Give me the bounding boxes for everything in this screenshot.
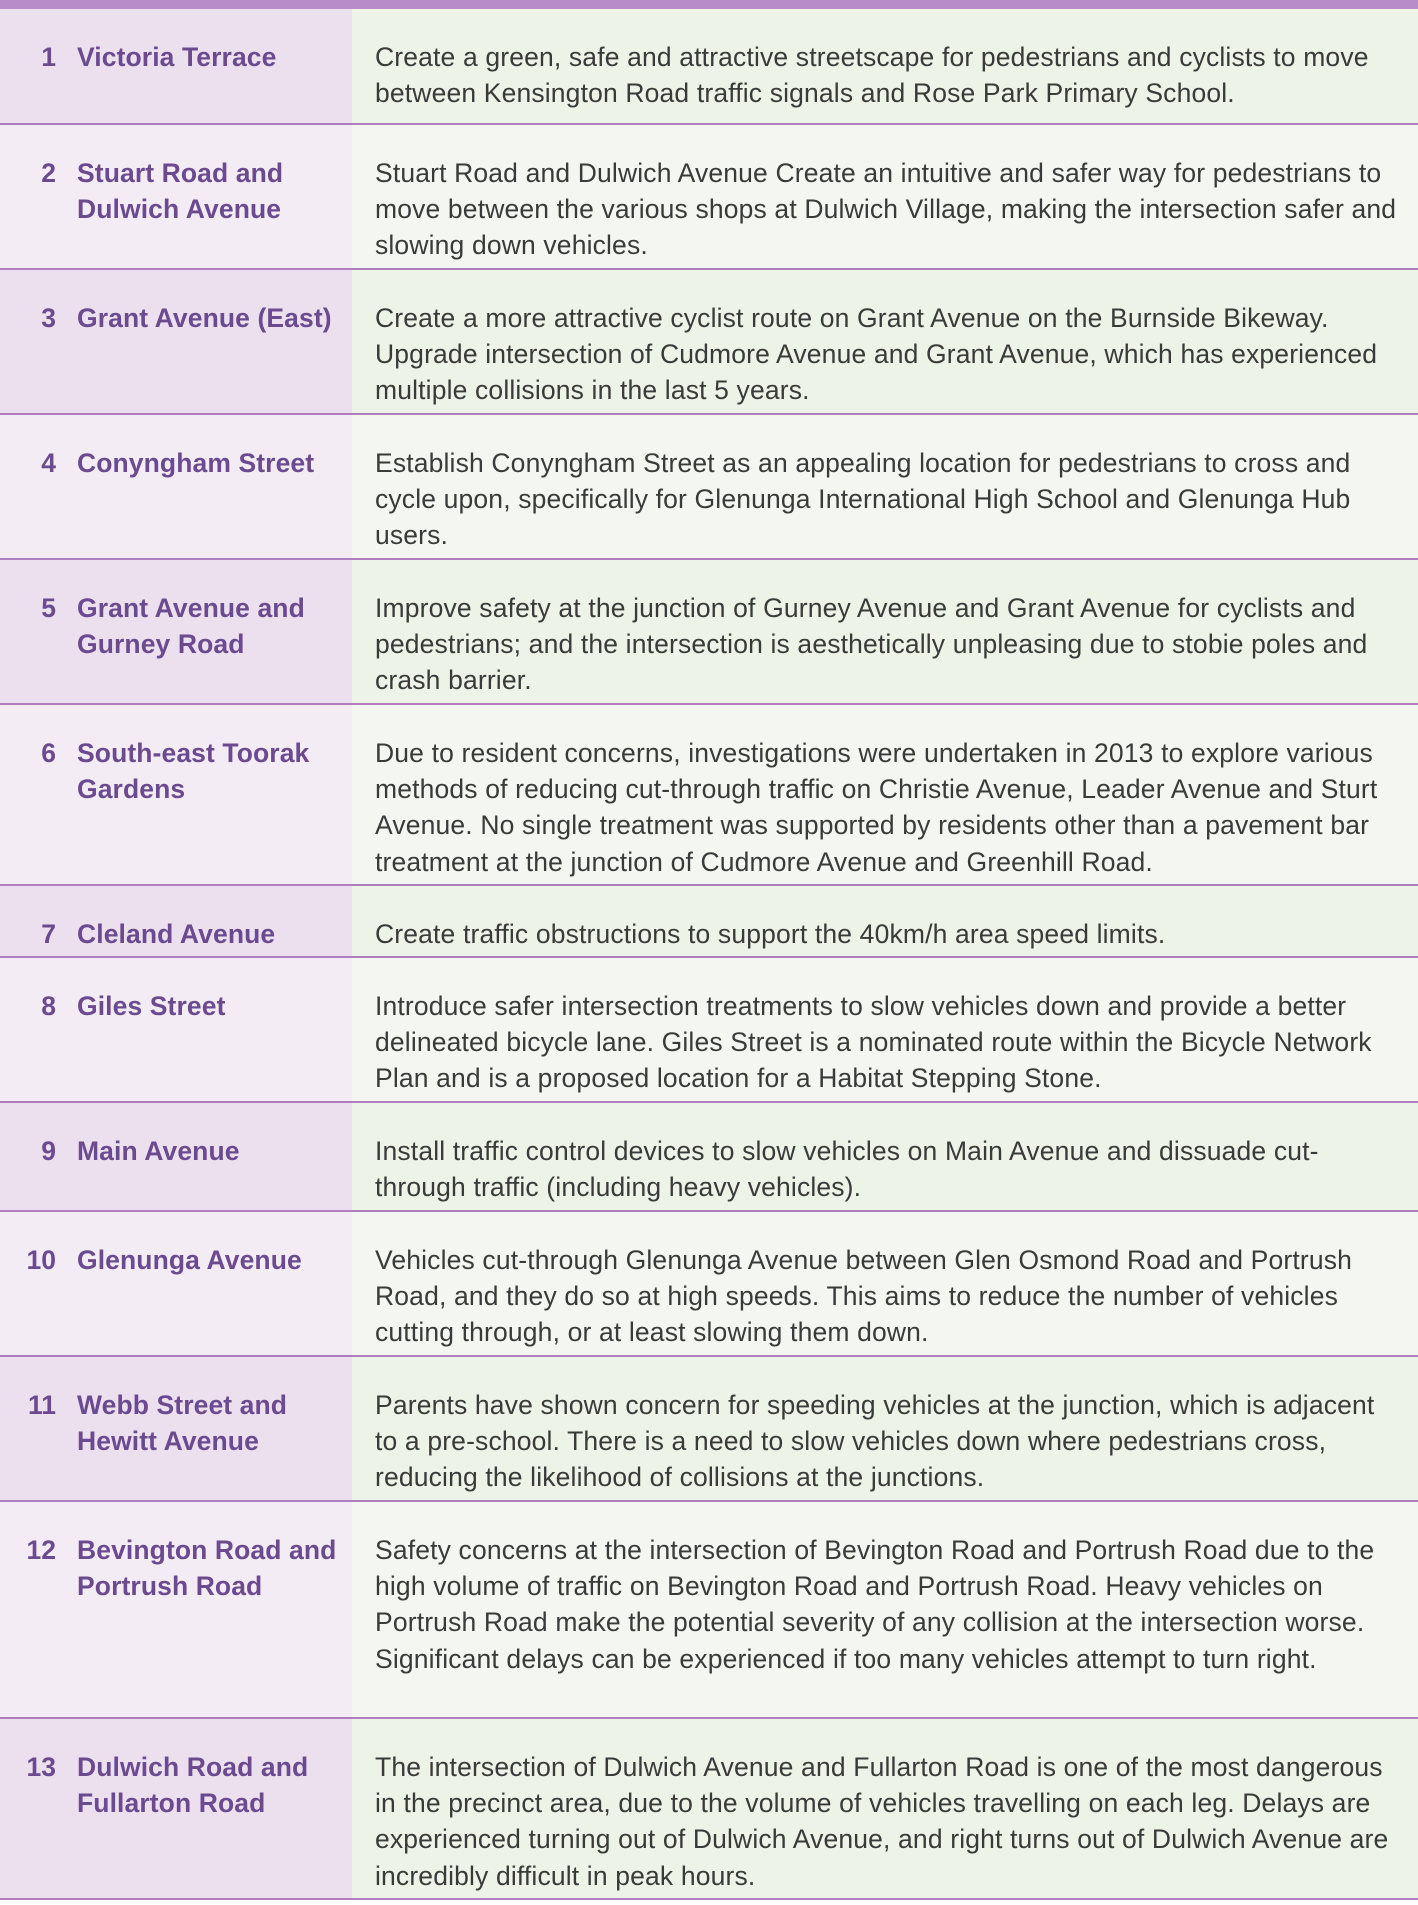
row-number: 13 [26, 1752, 56, 1782]
location-name: Main Avenue [77, 1136, 240, 1166]
description-cell: Safety concerns at the intersection of Bevington Road and Portrush Road due to the high volume of traffic on Bevington Road and Portrush Road. Heavy vehicles on Portrush Road make the potential severity of any collision at the intersection worse. Significant delays can be experienced if too many vehicles attempt to turn right. [352, 1502, 1418, 1717]
location-cell [0, 1357, 352, 1500]
description-cell: Create traffic obstructions to support the 40km/h area speed limits. [352, 886, 1418, 956]
location-cell [0, 1502, 352, 1717]
description-cell: Introduce safer intersection treatments to slow vehicles down and provide a better delineated bicycle lane. Giles Street is a nominated route within the Bicycle Network Plan and is a proposed location for a Habitat Stepping Stone. [352, 958, 1418, 1101]
table-row [0, 9, 1418, 125]
location-cell [0, 1719, 352, 1898]
location-cell [0, 9, 352, 123]
table-row [0, 1719, 1418, 1900]
row-number: 6 [41, 738, 56, 768]
table-row [0, 958, 1418, 1103]
location-cell [0, 560, 352, 703]
location-cell [0, 270, 352, 413]
row-number: 12 [26, 1535, 56, 1565]
row-number: 5 [41, 593, 56, 623]
location-name: Giles Street [77, 991, 226, 1021]
location-name: Glenunga Avenue [77, 1245, 302, 1275]
table-row [0, 415, 1418, 560]
location-cell [0, 886, 352, 956]
description-cell: Due to resident concerns, investigations were undertaken in 2013 to explore various methods of reducing cut-through traffic on Christie Avenue, Leader Avenue and Sturt Avenue. No single treatment was supported by residents other than a pavement bar treatment at the junction of Cudmore Avenue and Greenhill Road. [352, 705, 1418, 884]
description-cell: Parents have shown concern for speeding vehicles at the junction, which is adjacent to a pre-school. There is a need to slow vehicles down where pedestrians cross, reducing the likelihood of collisions at the junctions. [352, 1357, 1418, 1500]
location-name: Cleland Avenue [77, 919, 276, 949]
table-row [0, 705, 1418, 886]
row-number: 7 [41, 919, 56, 949]
description-cell: Create a green, safe and attractive streetscape for pedestrians and cyclists to move between Kensington Road traffic signals and Rose Park Primary School. [352, 9, 1418, 123]
description-cell: Create a more attractive cyclist route on Grant Avenue on the Burnside Bikeway. Upgrade intersection of Cudmore Avenue and Grant Avenue, which has experienced multiple collisions in the last 5 years. [352, 270, 1418, 413]
description-cell: Vehicles cut-through Glenunga Avenue between Glen Osmond Road and Portrush Road, and they do so at high speeds. This aims to reduce the number of vehicles cutting through, or at least slowing them down. [352, 1212, 1418, 1355]
location-name: Conyngham Street [77, 448, 315, 478]
location-name: Dulwich Road and Fullarton Road [77, 1752, 309, 1819]
table-row [0, 1502, 1418, 1719]
description-cell: Improve safety at the junction of Gurney Avenue and Grant Avenue for cyclists and pedestrians; and the intersection is aesthetically unpleasing due to stobie poles and crash barrier. [352, 560, 1418, 703]
table-row [0, 1212, 1418, 1357]
table-row [0, 560, 1418, 705]
location-name: Grant Avenue and Gurney Road [77, 593, 305, 660]
table-row [0, 270, 1418, 415]
table-row [0, 1103, 1418, 1212]
location-cell [0, 1212, 352, 1355]
row-number: 3 [41, 303, 56, 333]
table-row [0, 125, 1418, 270]
table-row [0, 886, 1418, 958]
description-cell: Establish Conyngham Street as an appealing location for pedestrians to cross and cycle upon, specifically for Glenunga International High School and Glenunga Hub users. [352, 415, 1418, 558]
description-cell: Install traffic control devices to slow vehicles on Main Avenue and dissuade cut-through traffic (including heavy vehicles). [352, 1103, 1418, 1210]
description-cell: Stuart Road and Dulwich Avenue Create an intuitive and safer way for pedestrians to move between the various shops at Dulwich Village, making the intersection safer and slowing down vehicles. [352, 125, 1418, 268]
row-number: 1 [41, 42, 56, 72]
description-cell: The intersection of Dulwich Avenue and Fullarton Road is one of the most dangerous in the precinct area, due to the volume of vehicles travelling on each leg. Delays are experienced turning out of Dulwich Avenue, and right turns out of Dulwich Avenue are incredibly difficult in peak hours. [352, 1719, 1418, 1898]
location-cell [0, 1103, 352, 1210]
row-number: 8 [41, 991, 56, 1021]
location-name: South-east Toorak Gardens [77, 738, 310, 805]
location-name: Stuart Road and Dulwich Avenue [77, 158, 284, 225]
location-name: Webb Street and Hewitt Avenue [77, 1390, 288, 1457]
row-number: 9 [41, 1136, 56, 1166]
row-number: 2 [41, 158, 56, 188]
location-name: Bevington Road and Portrush Road [77, 1535, 337, 1602]
location-cell [0, 705, 352, 884]
table-row [0, 1357, 1418, 1502]
row-number: 4 [41, 448, 56, 478]
location-cell [0, 958, 352, 1101]
row-number: 10 [26, 1245, 56, 1275]
location-name: Grant Avenue (East) [77, 303, 332, 333]
location-cell [0, 125, 352, 268]
row-number: 11 [27, 1390, 56, 1420]
location-cell [0, 415, 352, 558]
location-name: Victoria Terrace [77, 42, 277, 72]
